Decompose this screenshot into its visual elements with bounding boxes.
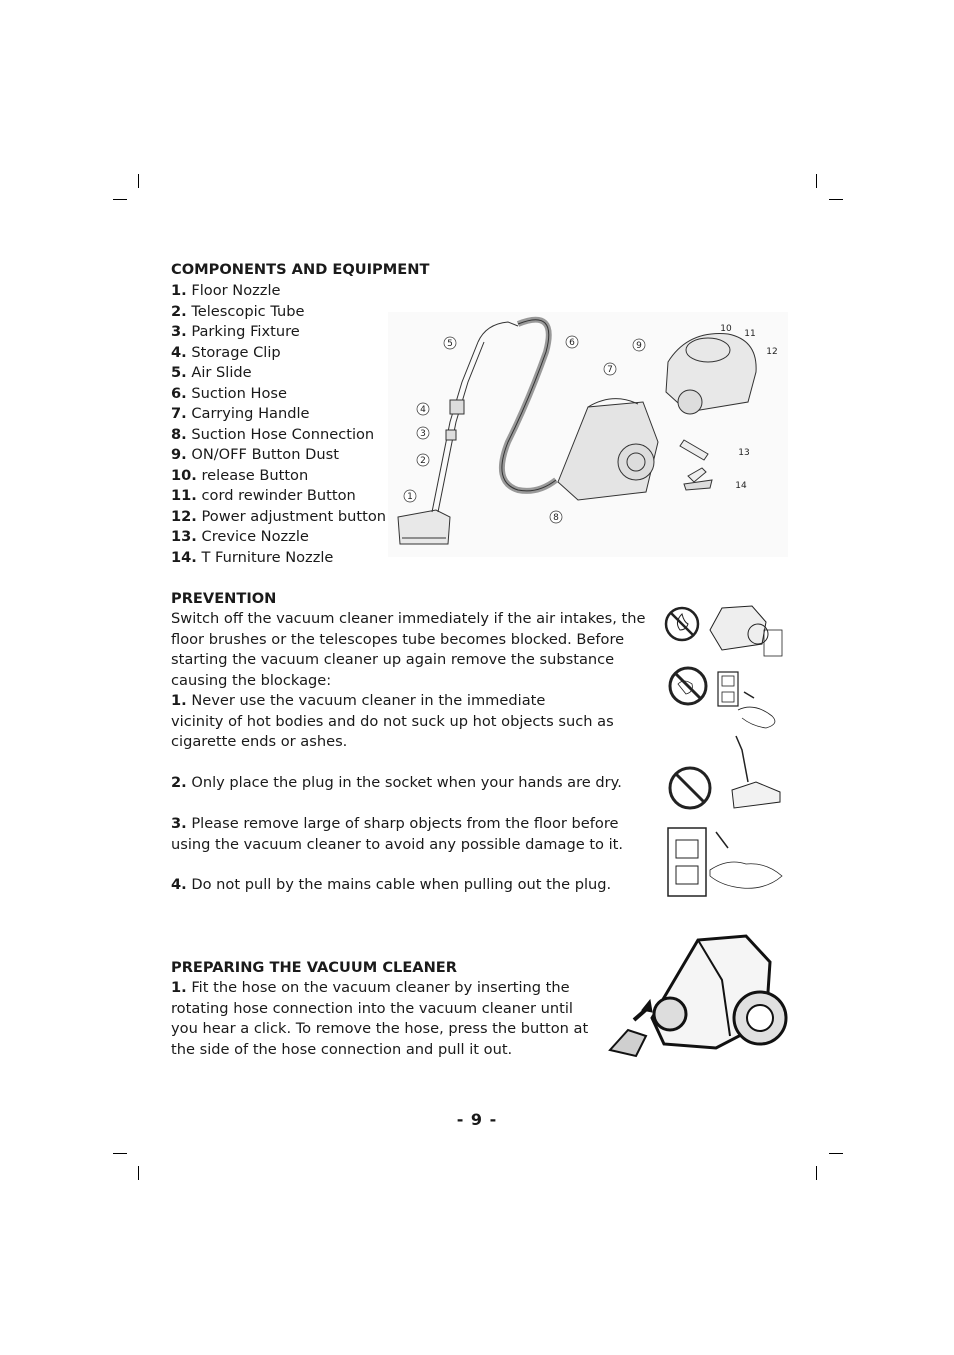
callout-2 [417,454,429,466]
callout-7 [604,363,616,375]
prevention-heading: PREVENTION [171,590,277,607]
unplug-icon [668,828,706,896]
crop-mark [113,199,127,200]
callout-11: 11 [744,329,756,339]
list-item: 12. Power adjustment button [171,507,387,525]
svg-text:3: 3 [420,429,426,439]
list-item: 13. Crevice Nozzle [171,528,309,545]
components-list [171,281,386,568]
list-item: 9. ON/OFF Button Dust [171,446,339,463]
crop-mark [113,1153,127,1154]
prevention-item-4: 4. Do not pull by the mains cable when pulling out the plug. [171,876,612,893]
no-sharp-objects-icon [670,768,710,808]
crop-mark [816,174,817,188]
list-item: 10. release Button [171,466,309,484]
list-item: 8. Suction Hose Connection [171,425,375,443]
preparing-item-1: 1. Fit the hose on the vacuum cleaner by inserting the rotating hose connection into the vacuum cleaner until you hear a click. To remove the hose, press the button at the side of the hose connection and pull it out. [171,979,589,1058]
svg-text:9: 9 [636,341,642,351]
list-item: 3. Parking Fixture [171,323,300,340]
callout-9 [633,339,645,351]
svg-text:8: 8 [553,513,559,523]
crop-mark [816,1166,817,1180]
callout-12: 12 [766,347,778,357]
callout-1 [404,490,416,502]
vacuum-components-diagram [388,312,788,557]
callout-6 [566,336,578,348]
callout-5 [444,337,456,349]
crop-mark [138,174,139,188]
components-heading: COMPONENTS AND EQUIPMENT [171,261,430,278]
callout-4 [417,403,429,415]
svg-text:5: 5 [447,339,453,349]
hose-connection-illustration [606,932,788,1058]
prevention-item-2: 2. Only place the plug in the socket when your hands are dry. [171,774,622,791]
prevention-item-1: 1. Never use the vacuum cleaner in the immediate vicinity of hot bodies and do not suck up hot objects such as cigarette ends or ashes. [171,692,614,750]
list-item: 7. Carrying Handle [171,405,310,422]
list-item: 11. cord rewinder Button [171,487,356,504]
list-item: 5. Air Slide [171,364,252,381]
preparing-heading: PREPARING THE VACUUM CLEANER [171,959,458,976]
crop-mark [829,199,843,200]
page-number: - 9 - [456,1110,498,1129]
no-wet-hands-icon [670,668,706,704]
callout-13: 13 [738,448,750,458]
list-item: 6. Suction Hose [171,384,287,402]
list-item: 4. Storage Clip [171,343,281,361]
crop-mark [829,1153,843,1154]
svg-text:6: 6 [569,338,575,348]
prevention-illustrations [662,600,788,902]
callout-14: 14 [735,481,747,491]
svg-text:7: 7 [607,365,613,375]
prevention-intro: Switch off the vacuum cleaner immediately if the air intakes, the floor brushes or the telescopes tube becomes blocked. Before starting the vacuum cleaner up again remove the substance causing the blockage: [171,610,646,689]
svg-text:2: 2 [420,456,426,466]
crop-mark [138,1166,139,1180]
list-item: 1. Floor Nozzle [171,282,281,299]
callout-3 [417,427,429,439]
prevention-item-3: 3. Please remove large of sharp objects from the floor before using the vacuum cleaner to avoid any possible damage to it. [171,815,624,853]
no-fire-icon [666,608,698,640]
list-item: 2. Telescopic Tube [171,302,305,320]
list-item: 14. T Furniture Nozzle [171,548,334,566]
svg-text:1: 1 [407,492,413,502]
callout-10: 10 [720,324,732,334]
svg-text:4: 4 [420,405,426,415]
callout-8 [550,511,562,523]
